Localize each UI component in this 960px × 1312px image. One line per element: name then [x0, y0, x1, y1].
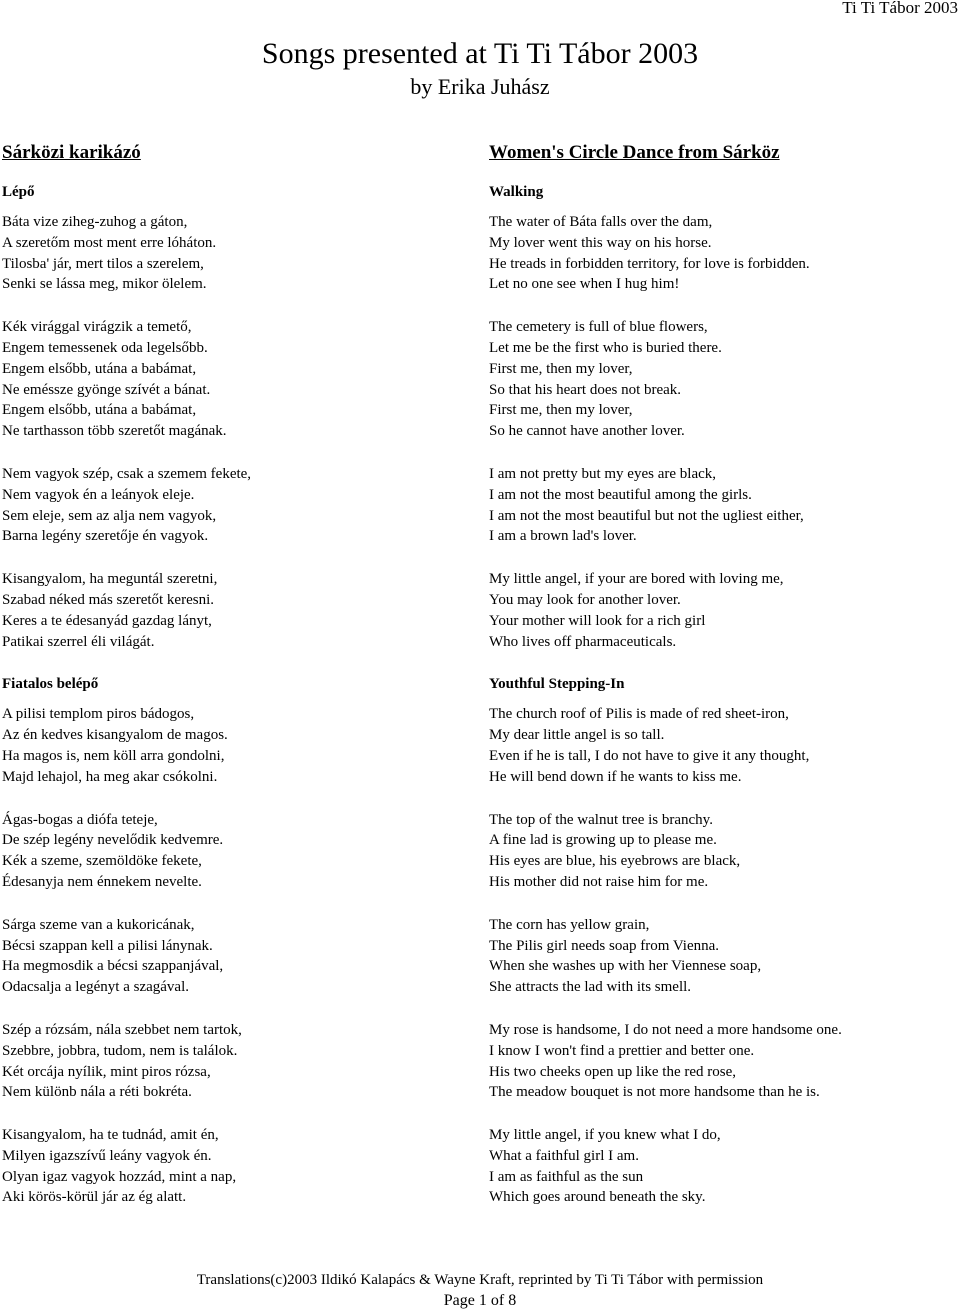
english-lyric-line: The Pilis girl needs soap from Vienna. — [489, 937, 720, 954]
hungarian-lyric-line: Kék a szeme, szemöldöke fekete, — [2, 853, 202, 870]
english-lyric-line: The cemetery is full of blue flowers, — [489, 319, 708, 336]
english-section — [489, 182, 957, 652]
hungarian-lyric-line: Kisangyalom, ha te tudnád, amit én, — [2, 1127, 219, 1144]
english-section-title: Walking — [489, 184, 544, 200]
hungarian-lyric-line: Milyen igazszívű leány vagyok én. — [2, 1147, 212, 1164]
hungarian-lyric-line: De szép legény nevelődik kedvemre. — [2, 832, 224, 849]
english-stanza — [489, 1020, 957, 1103]
hungarian-lyric-line: Szebbre, jobbra, tudom, nem is találok. — [2, 1042, 238, 1059]
hungarian-song-title: Sárközi karikázó — [2, 142, 141, 163]
english-lyric-line: Your mother will look for a rich girl — [489, 612, 706, 629]
english-column — [489, 140, 957, 1230]
hungarian-stanza — [2, 212, 472, 295]
hungarian-section-title: Fiatalos belépő — [2, 676, 99, 693]
english-lyric-line: His two cheeks open up like the red rose, — [489, 1063, 737, 1080]
english-lyric-line: The top of the walnut tree is branchy. — [489, 811, 713, 828]
english-lyric-line: I am as faithful as the sun — [489, 1168, 644, 1185]
hungarian-lyric-line: Szép a rózsám, nála szebbet nem tartok, — [2, 1021, 242, 1038]
hungarian-lyric-line: Nem vagyok szép, csak a szemem fekete, — [2, 465, 252, 482]
translation-credit: Translations(c)2003 Ildikó Kalapács & Wayne Kraft, reprinted by Ti Ti Tábor with permission — [196, 1272, 764, 1288]
hungarian-lyric-line: Keres a te édesanyád gazdag lányt, — [2, 612, 212, 629]
english-stanza — [489, 915, 957, 998]
english-lyric-line: When she washes up with her Viennese soap, — [489, 958, 762, 975]
english-lyric-line: Let me be the first who is buried there. — [489, 339, 722, 356]
hungarian-lyric-line: Ne tarthasson több szeretőt magának. — [2, 423, 227, 440]
page-number: Page 1 of 8 — [443, 1292, 517, 1309]
english-lyric-line: Even if he is tall, I do not have to give it any thought, — [489, 747, 810, 764]
hungarian-lyric-line: Tilosba' jár, mert tilos a szerelem, — [2, 255, 204, 272]
hungarian-section — [2, 182, 472, 652]
english-lyric-line: I am not the most beautiful among the girls. — [489, 486, 752, 503]
hungarian-lyric-line: Bécsi szappan kell a pilisi lánynak. — [2, 937, 213, 954]
english-lyric-line: Which goes around beneath the sky. — [489, 1189, 706, 1206]
hungarian-lyric-line: Nem különb nála a réti bokréta. — [2, 1084, 192, 1101]
english-lyric-line: A fine lad is growing up to please me. — [489, 832, 717, 849]
hungarian-lyric-line: Szabad néked más szeretőt keresni. — [2, 591, 214, 608]
english-lyric-line: Who lives off pharmaceuticals. — [489, 633, 677, 650]
document-title: Songs presented at Ti Ti Tábor 2003 — [261, 37, 699, 70]
english-lyric-line: The corn has yellow grain, — [489, 916, 650, 933]
hungarian-column — [2, 140, 472, 1230]
hungarian-lyric-line: Engem elsőbb, utána a babámat, — [2, 360, 197, 377]
hungarian-lyric-line: Engem temessenek oda legelsőbb. — [2, 339, 208, 356]
english-stanza — [489, 212, 957, 295]
hungarian-lyric-line: Sárga szeme van a kukoricának, — [2, 916, 195, 933]
hungarian-stanza — [2, 1125, 472, 1208]
hungarian-lyric-line: A pilisi templom piros bádogos, — [2, 706, 195, 723]
english-lyric-line: My dear little angel is so tall. — [489, 727, 665, 744]
hungarian-lyric-line: Édesanyja nem énnekem nevelte. — [2, 873, 202, 890]
english-section — [489, 674, 957, 1208]
english-lyric-line: So that his heart does not break. — [489, 381, 682, 398]
hungarian-lyric-line: Báta vize ziheg-zuhog a gáton, — [2, 214, 188, 230]
hungarian-lyric-line: Odacsalja a legényt a szagával. — [2, 979, 189, 996]
english-lyric-line: His eyes are blue, his eyebrows are black, — [489, 853, 741, 870]
hungarian-lyric-line: A szeretőm most ment erre lóháton. — [2, 234, 217, 251]
english-lyric-line: He will bend down if he wants to kiss me. — [489, 768, 742, 785]
document-subtitle: by Erika Juhász — [410, 74, 550, 99]
english-lyric-line: The meadow bouquet is not more handsome than he is. — [489, 1084, 820, 1101]
hungarian-section-title: Lépő — [2, 184, 35, 200]
english-section-title: Youthful Stepping-In — [489, 676, 625, 693]
hungarian-lyric-line: Ha megmosdik a bécsi szappanjával, — [2, 958, 224, 975]
hungarian-lyric-line: Nem vagyok én a leányok eleje. — [2, 486, 195, 503]
english-stanza — [489, 704, 957, 787]
english-lyric-line: The water of Báta falls over the dam, — [489, 214, 713, 230]
english-lyric-line: My little angel, if your are bored with loving me, — [489, 571, 784, 588]
english-song-title: Women's Circle Dance from Sárköz — [489, 142, 780, 163]
hungarian-stanza — [2, 704, 472, 787]
hungarian-lyric-line: Senki se lássa meg, mikor ölelem. — [2, 276, 207, 293]
hungarian-lyric-line: Aki körös-körül jár az ég alatt. — [2, 1189, 187, 1206]
hungarian-lyric-line: Sem eleje, sem az alja nem vagyok, — [2, 507, 217, 524]
hungarian-lyric-line: Patikai szerrel éli világát. — [2, 633, 155, 650]
hungarian-stanza — [2, 1020, 472, 1103]
english-lyric-line: First me, then my lover, — [489, 402, 633, 419]
english-stanza — [489, 317, 957, 442]
english-stanza — [489, 569, 957, 652]
hungarian-lyric-line: Az én kedves kisangyalom de magos. — [2, 727, 228, 744]
hungarian-lyric-line: Kisangyalom, ha meguntál szeretni, — [2, 571, 218, 588]
english-lyric-line: His mother did not raise him for me. — [489, 873, 709, 890]
hungarian-stanza — [2, 464, 472, 547]
hungarian-lyric-line: Ha magos is, nem köll arra gondolni, — [2, 747, 225, 764]
hungarian-lyric-line: Két orcája nyílik, mint piros rózsa, — [2, 1063, 211, 1080]
english-lyric-line: So he cannot have another lover. — [489, 423, 685, 440]
english-lyric-line: She attracts the lad with its smell. — [489, 979, 692, 996]
english-lyric-line: I know I won't find a prettier and better one. — [489, 1042, 755, 1059]
english-lyric-line: My little angel, if you knew what I do, — [489, 1127, 721, 1144]
hungarian-stanza — [2, 317, 472, 442]
running-header: Ti Ti Tábor 2003 — [842, 0, 958, 17]
hungarian-stanza — [2, 569, 472, 652]
hungarian-stanza — [2, 915, 472, 998]
english-lyric-line: The church roof of Pilis is made of red sheet-iron, — [489, 706, 789, 723]
hungarian-lyric-line: Kék virággal virágzik a temető, — [2, 319, 192, 336]
english-lyric-line: He treads in forbidden territory, for love is forbidden. — [489, 255, 810, 272]
hungarian-lyric-line: Olyan igaz vagyok hozzád, mint a nap, — [2, 1168, 237, 1185]
english-lyric-line: My rose is handsome, I do not need a more handsome one. — [489, 1021, 842, 1038]
hungarian-section — [2, 674, 472, 1208]
hungarian-lyric-line: Ágas-bogas a diófa teteje, — [2, 811, 158, 828]
english-lyric-line: My lover went this way on his horse. — [489, 234, 712, 251]
hungarian-lyric-line: Majd lehajol, ha meg akar csókolni. — [2, 768, 218, 785]
english-stanza — [489, 1125, 957, 1208]
english-lyric-line: What a faithful girl I am. — [489, 1147, 639, 1164]
english-lyric-line: Let no one see when I hug him! — [489, 276, 680, 293]
hungarian-stanza — [2, 810, 472, 893]
english-lyric-line: I am a brown lad's lover. — [489, 528, 637, 545]
english-stanza — [489, 464, 957, 547]
english-lyric-line: I am not the most beautiful but not the ugliest either, — [489, 507, 804, 524]
hungarian-lyric-line: Barna legény szeretője én vagyok. — [2, 528, 209, 545]
hungarian-lyric-line: Engem elsőbb, utána a babámat, — [2, 402, 197, 419]
english-lyric-line: First me, then my lover, — [489, 360, 633, 377]
english-stanza — [489, 810, 957, 893]
hungarian-lyric-line: Ne eméssze gyönge szívét a bánat. — [2, 381, 211, 398]
english-lyric-line: I am not pretty but my eyes are black, — [489, 465, 717, 482]
english-lyric-line: You may look for another lover. — [489, 591, 681, 608]
